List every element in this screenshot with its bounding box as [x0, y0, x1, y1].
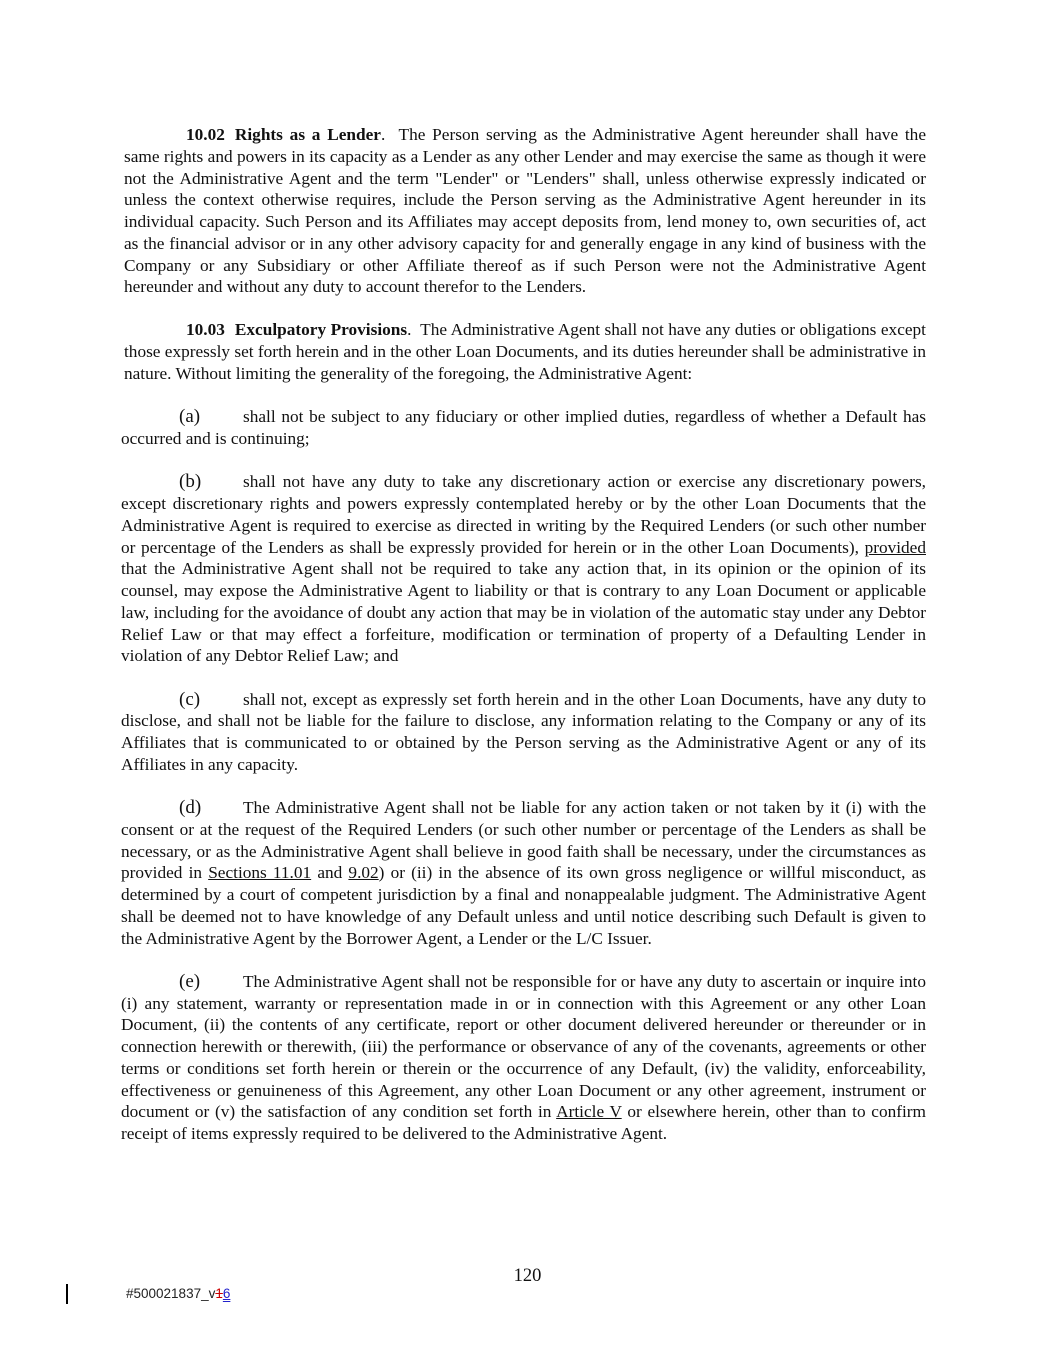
clause-text: The Administrative Agent shall not be responsible for or have any duty to ascertain or inquire into (i) any statement, warranty or representation made in or in connection with this Agreement or any other Loan Document, (ii) the contents of any certificate, report or other document delivered hereunder or thereunder or in connection herewith or therewith, (iii) the performance or observance of any of the covenants, agreements or other terms or conditions set forth herein or therein or the occurrence of any Default, (iv) the validity, enforceability, effectiveness or genuineness of this Agreement, any other Loan Document or any other agreement, instrument or document or (v) the satisfaction of any condition set forth in — [121, 971, 926, 1122]
document-id — [126, 1286, 230, 1301]
change-bar — [66, 1284, 68, 1304]
document-page — [121, 124, 926, 1166]
deleted-version: 1 — [215, 1286, 223, 1301]
clause-label: (c) — [179, 688, 201, 710]
section-10-03: 10.03 Exculpatory Provisions. The Administrative Agent shall not have any duties or obligations except those expressly set forth herein and in the other Loan Documents, and its duties hereunder shall be administrative in nature. Without limiting the generality of the foregoing, the Administrative Agent: — [124, 320, 926, 383]
clause-text-continued: or elsewhere herein, other than to confirm receipt of items expressly required to be delivered to the Administrative Agent. — [121, 1102, 926, 1143]
inserted-version: 6 — [222, 1286, 231, 1301]
clause-label: (b) — [179, 471, 202, 493]
conjunction: and — [317, 863, 343, 883]
section-10-02: 10.02 Rights as a Lender. The Person serving as the Administrative Agent hereunder shall have the same rights and powers in its capacity as a Lender as any other Lender and may exercise the same as though it were not the Administrative Agent and the term "Lender" or "Lenders" shall, unless otherwise expressly indicated or unless the context otherwise requires, include the Person serving as the Administrative Agent hereunder in its individual capacity. Such Person and its Affiliates may accept deposits from, lend money to, own securities of, act as the financial advisor or in any other advisory capacity for and generally engage in any kind of business with the Company or any Subsidiary or other Affiliate thereof as if such Person were not the Administrative Agent hereunder and without any duty to account therefor to the Lenders. — [124, 125, 926, 297]
clause-c — [121, 689, 926, 776]
clause-label: (a) — [179, 406, 201, 428]
clause-label: (d) — [179, 797, 202, 818]
page-number: 120 — [513, 1266, 542, 1286]
document-id-prefix: #500021837_v — [126, 1286, 216, 1301]
clause-b — [121, 471, 926, 667]
cross-reference-section[interactable]: 9.02 — [348, 863, 379, 883]
provided-term: provided — [864, 537, 926, 557]
section-number: 10.02 — [186, 125, 225, 144]
clause-a — [121, 406, 926, 450]
clause-text: shall not, except as expressly set forth herein and in the other Loan Documents, have any duty to disclose, and shall not be liable for the failure to disclose, any information relating to the Company or any of its Affiliates that is communicated to or obtained by the Person serving as the Administrative Agent or any of its Affiliates in any capacity. — [121, 689, 926, 774]
clause-text-continued: ) or (ii) in the absence of its own gross negligence or willful misconduct, as determined by a court of competent jurisdiction by a final and nonappealable judgment. The Administrative Agent shall be deemed not to have knowledge of any Default unless and until notice describing such Default is given to the Administrative Agent by the Borrower Agent, a Lender or the L/C Issuer. — [121, 863, 926, 948]
clause-text: shall not have any duty to take any discretionary action or exercise any discretionary powers, except discretionary rights and powers expressly contemplated hereby or by the other Loan Documents that the Administrative Agent is required to exercise as directed in writing by the Required Lenders (or such other number or percentage of the Lenders as shall be expressly provided for herein or in the other Loan Documents), — [121, 472, 926, 557]
clause-e — [121, 971, 926, 1145]
section-body: The Person serving as the Administrative Agent hereunder shall have the same rights and powers in its capacity as a Lender as any other Lender and may exercise the same as though it were not the Administrative Agent and the term "Lender" or "Lenders" shall, unless otherwise expressly indicated or unless the context otherwise requires, include the Person serving as the Administrative Agent hereunder in its individual capacity. Such Person and its Affiliates may accept deposits from, lend money to, own securities of, act as the financial advisor or in any other advisory capacity for and generally engage in any kind of business with the Company or any Subsidiary or other Affiliate thereof as if such Person were not the Administrative Agent hereunder and without any duty to account therefor to the Lenders. — [124, 125, 926, 297]
clause-text: shall not be subject to any fiduciary or other implied duties, regardless of whether a Default has occurred and is continuing; — [121, 407, 926, 448]
section-number: 10.03 — [186, 320, 225, 339]
clause-label: (e) — [179, 970, 201, 992]
section-title: Rights as a Lender — [234, 125, 381, 144]
clause-text: The Administrative Agent shall not be liable for any action taken or not taken by it (i) with the consent or at the request of the Required Lenders (or such other number or percentage of the Lenders as shall be necessary, or as the Administrative Agent shall believe in good faith shall be necessary, under the circumstances as provided in — [121, 798, 926, 883]
section-body: The Administrative Agent shall not have any duties or obligations except those expressly set forth herein and in the other Loan Documents, and its duties hereunder shall be administrative in nature. Without limiting the generality of the foregoing, the Administrative Agent: — [124, 320, 926, 383]
cross-reference-article[interactable]: Article V — [556, 1102, 622, 1122]
cross-reference-sections[interactable]: Sections 11.01 — [208, 863, 312, 883]
clause-d — [121, 797, 926, 949]
section-title: Exculpatory Provisions — [234, 320, 408, 339]
clause-text-continued: that the Administrative Agent shall not be required to take any action that, in its opinion or the opinion of its counsel, may expose the Administrative Agent to liability or that is contrary to any Loan Document or applicable law, including for the avoidance of doubt any action that may be in violation of the automatic stay under any Debtor Relief Law or that may effect a forfeiture, modification or termination of property of a Defaulting Lender in violation of any Debtor Relief Law; and — [121, 559, 926, 666]
